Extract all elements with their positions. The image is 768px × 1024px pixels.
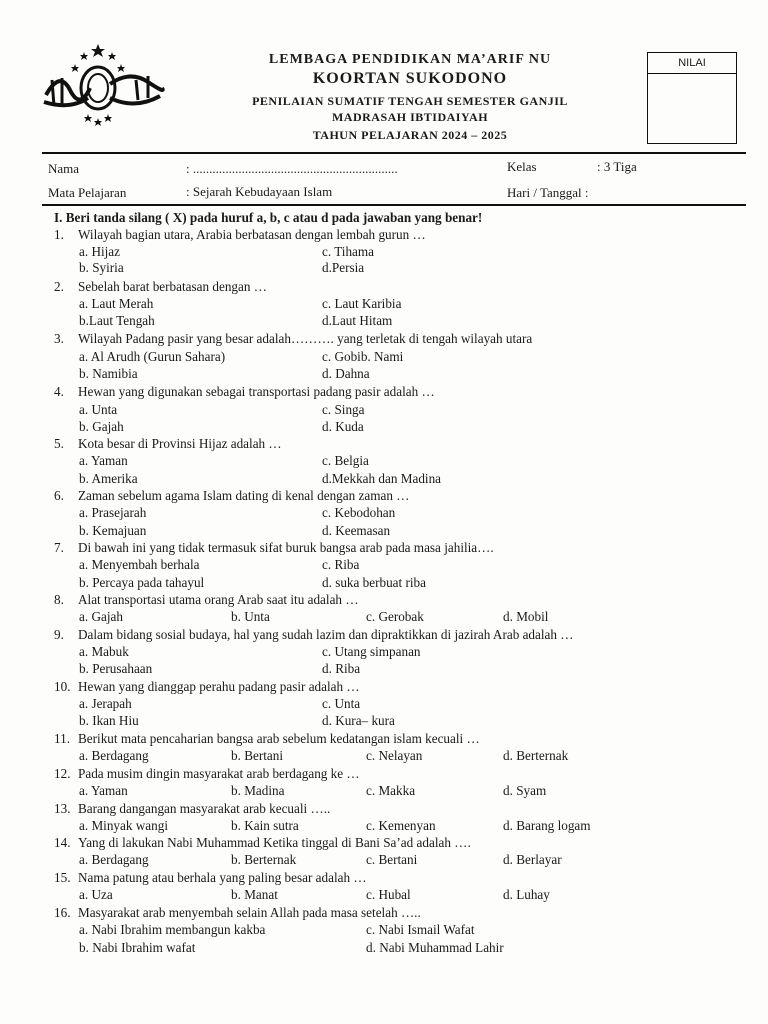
option-a[interactable]: a. Hijaz: [79, 244, 121, 259]
section-instruction: I. Beri tanda silang ( X) pada huruf a, b, c atau d pada jawaban yang benar!: [54, 210, 483, 225]
option-d[interactable]: d. Riba: [322, 661, 361, 676]
option-c[interactable]: c. Tihama: [322, 244, 375, 259]
question-text: Hewan yang dianggap perahu padang pasir adalah …: [78, 679, 360, 694]
question-6: [54, 488, 409, 504]
question-number: 15.: [54, 870, 71, 885]
question-number: 8.: [54, 592, 64, 607]
option-b[interactable]: b. Amerika: [79, 471, 138, 486]
option-a[interactable]: a. Mabuk: [79, 644, 129, 659]
question-2: [54, 279, 267, 295]
option-a[interactable]: a. Laut Merah: [79, 296, 154, 311]
option-a[interactable]: a. Nabi Ibrahim membangun kakba: [79, 922, 266, 937]
question-number: 16.: [54, 905, 71, 920]
option-b[interactable]: b. Ikan Hiu: [79, 713, 139, 728]
institution-name: LEMBAGA PENDIDIKAN MA’ARIF NU: [268, 52, 552, 67]
option-d[interactable]: d. Syam: [503, 783, 547, 798]
class-label: Kelas: [507, 159, 537, 174]
option-c[interactable]: c. Bertani: [366, 852, 418, 867]
option-b[interactable]: b. Berternak: [231, 852, 297, 867]
question-number: 13.: [54, 801, 71, 816]
option-a[interactable]: a. Jerapah: [79, 696, 132, 711]
question-text: Hewan yang digunakan sebagai transportasi padang pasir adalah …: [78, 384, 435, 399]
question-number: 9.: [54, 627, 64, 642]
question-14: [54, 835, 471, 851]
question-text: Di bawah ini yang tidak termasuk sifat buruk bangsa arab pada masa jahilia….: [78, 540, 494, 555]
option-b[interactable]: b. Madina: [231, 783, 285, 798]
option-b[interactable]: b. Percaya pada tahayul: [79, 575, 205, 590]
option-b[interactable]: b. Kemajuan: [79, 523, 147, 538]
exam-title: PENILAIAN SUMATIF TENGAH SEMESTER GANJIL: [252, 94, 568, 108]
question-13: [54, 801, 330, 817]
option-a[interactable]: a. Yaman: [79, 453, 128, 468]
option-a[interactable]: a. Yaman: [79, 783, 128, 798]
option-d[interactable]: d. Mobil: [503, 609, 549, 624]
option-c[interactable]: c. Singa: [322, 402, 365, 417]
question-text: Zaman sebelum agama Islam dating di kenal dengan zaman …: [78, 488, 410, 503]
date-label: Hari / Tanggal :: [507, 185, 589, 200]
question-number: 3.: [54, 331, 64, 346]
option-c[interactable]: c. Riba: [322, 557, 360, 572]
question-text: Dalam bidang sosial budaya, hal yang sudah lazim dan dipraktikkan di jazirah Arab adalah …: [78, 627, 574, 642]
option-c[interactable]: c. Nabi Ismail Wafat: [366, 922, 475, 937]
question-text: Sebelah barat berbatasan dengan …: [78, 279, 267, 294]
option-d[interactable]: d. Kura– kura: [322, 713, 395, 728]
option-d[interactable]: d.Mekkah dan Madina: [322, 471, 442, 486]
option-b[interactable]: b. Nabi Ibrahim wafat: [79, 940, 196, 955]
option-a[interactable]: a. Uza: [79, 887, 113, 902]
option-c[interactable]: c. Hubal: [366, 887, 411, 902]
question-9: [54, 627, 573, 643]
question-number: 1.: [54, 227, 64, 242]
question-12: [54, 766, 360, 782]
option-c[interactable]: c. Makka: [366, 783, 416, 798]
question-3: [54, 331, 532, 347]
subject-value: : Sejarah Kebudayaan Islam: [186, 184, 333, 199]
option-b[interactable]: b.Laut Tengah: [79, 313, 155, 328]
option-d[interactable]: d. suka berbuat riba: [322, 575, 426, 590]
info-divider: [42, 204, 746, 206]
option-b[interactable]: b. Bertani: [231, 748, 284, 763]
option-d[interactable]: d. Kuda: [322, 419, 364, 434]
question-text: Kota besar di Provinsi Hijaz adalah …: [78, 436, 282, 451]
class-value: : 3 Tiga: [597, 159, 637, 174]
question-text: Alat transportasi utama orang Arab saat itu adalah …: [78, 592, 359, 607]
question-11: [54, 731, 480, 747]
question-text: Masyarakat arab menyembah selain Allah pada masa setelah …..: [78, 905, 421, 920]
option-a[interactable]: a. Unta: [79, 402, 118, 417]
option-d[interactable]: d. Luhay: [503, 887, 550, 902]
question-text: Wilayah bagian utara, Arabia berbatasan dengan lembah gurun …: [78, 227, 426, 242]
question-15: [54, 870, 367, 886]
score-label: NILAI: [647, 53, 737, 74]
question-4: [54, 384, 435, 400]
option-d[interactable]: d. Berternak: [503, 748, 569, 763]
option-b[interactable]: b. Namibia: [79, 366, 138, 381]
option-d[interactable]: d. Dahna: [322, 366, 370, 381]
option-a[interactable]: a. Prasejarah: [79, 505, 147, 520]
subject-label: Mata Pelajaran: [48, 185, 127, 200]
option-d[interactable]: d. Berlayar: [503, 852, 562, 867]
academic-year: TAHUN PELAJARAN 2024 – 2025: [312, 128, 508, 142]
name-field[interactable]: : ...............................................................: [186, 161, 398, 176]
question-number: 14.: [54, 835, 71, 850]
option-c[interactable]: c. Utang simpanan: [322, 644, 421, 659]
question-text: Nama patung atau berhala yang paling besar adalah …: [78, 870, 367, 885]
option-a[interactable]: a. Berdagang: [79, 748, 149, 763]
option-c[interactable]: c. Unta: [322, 696, 361, 711]
question-number: 2.: [54, 279, 64, 294]
option-a[interactable]: a. Al Arudh (Gurun Sahara): [79, 349, 226, 364]
option-c[interactable]: c. Belgia: [322, 453, 369, 468]
question-10: [54, 679, 360, 695]
option-a[interactable]: a. Gajah: [79, 609, 123, 624]
question-number: 11.: [54, 731, 70, 746]
option-b[interactable]: b. Perusahaan: [79, 661, 153, 676]
question-number: 7.: [54, 540, 64, 555]
question-text: Berikut mata pencaharian bangsa arab sebelum kedatangan islam kecuali …: [78, 731, 480, 746]
option-a[interactable]: a. Berdagang: [79, 852, 149, 867]
option-d[interactable]: d.Laut Hitam: [322, 313, 393, 328]
header-divider: [42, 152, 746, 154]
question-text: Yang di lakukan Nabi Muhammad Ketika tinggal di Bani Sa’ad adalah ….: [78, 835, 471, 850]
option-b[interactable]: b. Kain sutra: [231, 818, 299, 833]
option-d[interactable]: d.Persia: [322, 260, 365, 275]
option-c[interactable]: c. Kemenyan: [366, 818, 436, 833]
option-c[interactable]: c. Gobib. Nami: [322, 349, 404, 364]
question-text: Wilayah Padang pasir yang besar adalah………. yang terletak di tengah wilayah utara: [78, 331, 533, 346]
option-b[interactable]: b. Syiria: [79, 260, 124, 275]
option-b[interactable]: b. Manat: [231, 887, 278, 902]
option-b[interactable]: b. Unta: [231, 609, 270, 624]
question-number: 5.: [54, 436, 64, 451]
question-16: [54, 905, 421, 921]
question-number: 10.: [54, 679, 71, 694]
question-5: [54, 436, 282, 452]
option-c[interactable]: c. Kebodohan: [322, 505, 396, 520]
name-label: Nama: [48, 161, 80, 176]
question-text: Barang dangangan masyarakat arab kecuali …..: [78, 801, 331, 816]
school-level: MADRASAH IBTIDAIYAH: [331, 110, 489, 124]
option-c[interactable]: c. Gerobak: [366, 609, 424, 624]
question-number: 12.: [54, 766, 71, 781]
coordinator-name: KOORTAN SUKODONO: [312, 70, 508, 87]
option-a[interactable]: a. Menyembah berhala: [79, 557, 200, 572]
question-text: Pada musim dingin masyarakat arab berdagang ke …: [78, 766, 360, 781]
option-a[interactable]: a. Minyak wangi: [79, 818, 168, 833]
option-c[interactable]: c. Nelayan: [366, 748, 423, 763]
option-c[interactable]: c. Laut Karibia: [322, 296, 402, 311]
option-d[interactable]: d. Keemasan: [322, 523, 391, 538]
nu-logo: [40, 40, 165, 135]
option-b[interactable]: b. Gajah: [79, 419, 124, 434]
option-d[interactable]: d. Nabi Muhammad Lahir: [366, 940, 504, 955]
question-8: [54, 592, 359, 608]
question-1: [54, 227, 426, 243]
question-number: 4.: [54, 384, 64, 399]
option-d[interactable]: d. Barang logam: [503, 818, 591, 833]
question-7: [54, 540, 494, 556]
question-number: 6.: [54, 488, 64, 503]
